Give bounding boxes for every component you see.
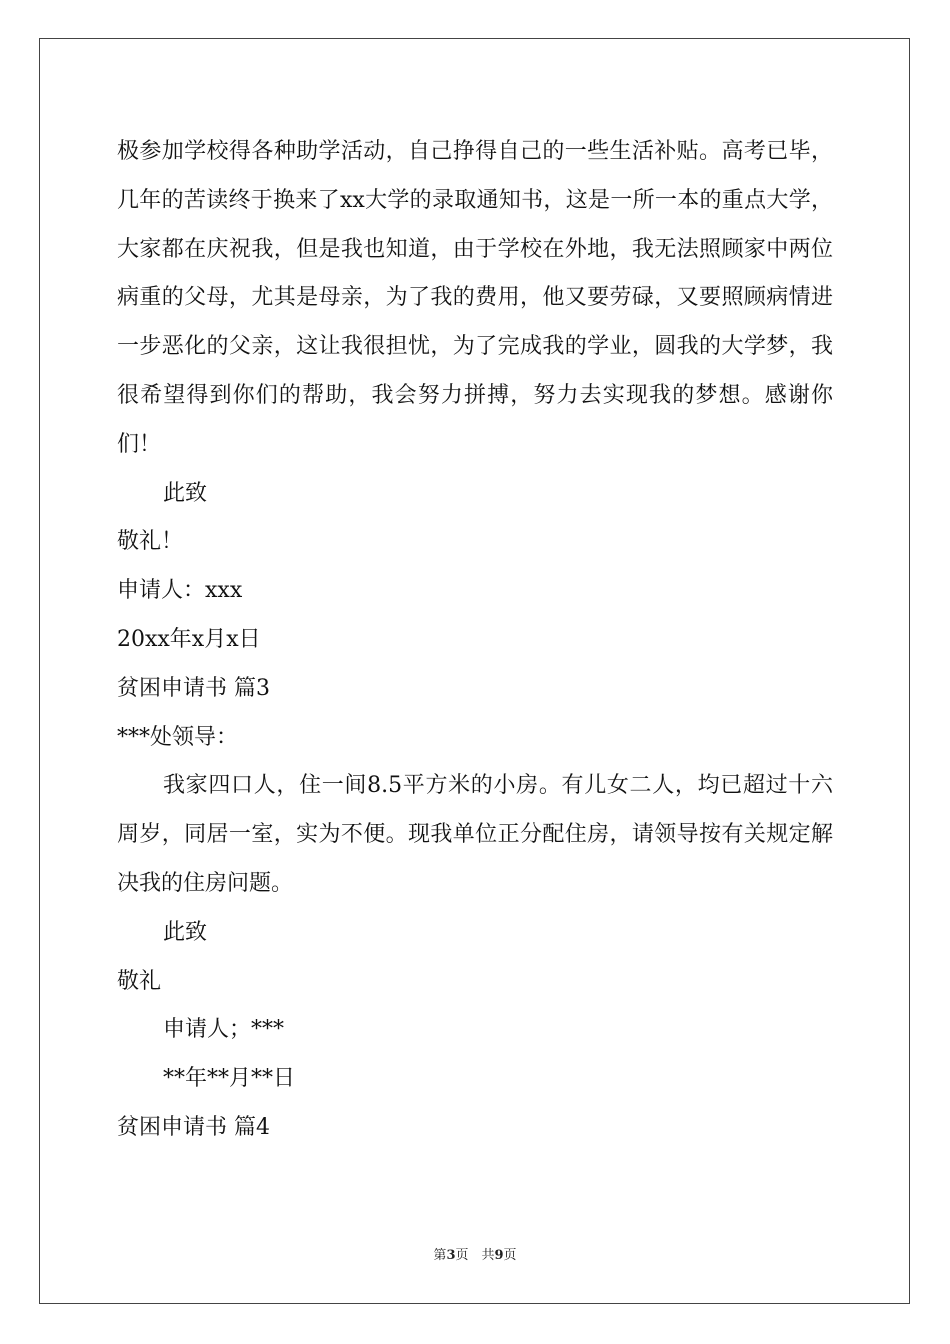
page-footer [0, 1246, 950, 1266]
page-mid: 页 共 [455, 1248, 495, 1263]
body-paragraph-3: 我家四口人，住一间8.5平方米的小房。有儿女二人，均已超过十六周岁，同居一室，实为不便。现我单位正分配住房，请领导按有关规定解决我的住房问题。 [117, 773, 833, 896]
applicant-signature-3: 申请人；*** [163, 1017, 285, 1043]
section-heading-3: 贫困申请书 篇3 [117, 675, 270, 701]
closing-phrase: 此致 [163, 480, 208, 506]
salutation: 敬礼！ [117, 529, 184, 555]
document-body [117, 128, 833, 1153]
closing-phrase-3: 此致 [163, 919, 208, 945]
page-current: 3 [446, 1248, 456, 1263]
page-suffix: 页 [503, 1248, 517, 1263]
page-prefix: 第 [433, 1248, 447, 1263]
date-line: 20xx年x月x日 [117, 626, 261, 652]
addressee: ***处领导： [117, 724, 239, 750]
date-line-3: **年**月**日 [163, 1066, 296, 1092]
salutation-3: 敬礼 [117, 968, 162, 994]
body-paragraph-1: 极参加学校得各种助学活动，自己挣得自己的一些生活补贴。高考已毕，几年的苦读终于换来了xx大学的录取通知书，这是一所一本的重点大学，大家都在庆祝我，但是我也知道，由于学校在外地，我无法照顾家中两位病重的父母，尤其是母亲，为了我的费用，他又要劳碌，又要照顾病情进一步恶化的父亲，这让我很担忧，为了完成我的学业，圆我的大学梦，我很希望得到你们的帮助，我会努力拼搏，努力去实现我的梦想。感谢你们！ [117, 139, 833, 457]
page-total: 9 [494, 1248, 504, 1263]
applicant-signature: 申请人：xxx [117, 578, 243, 604]
section-heading-4: 贫困申请书 篇4 [117, 1114, 270, 1140]
